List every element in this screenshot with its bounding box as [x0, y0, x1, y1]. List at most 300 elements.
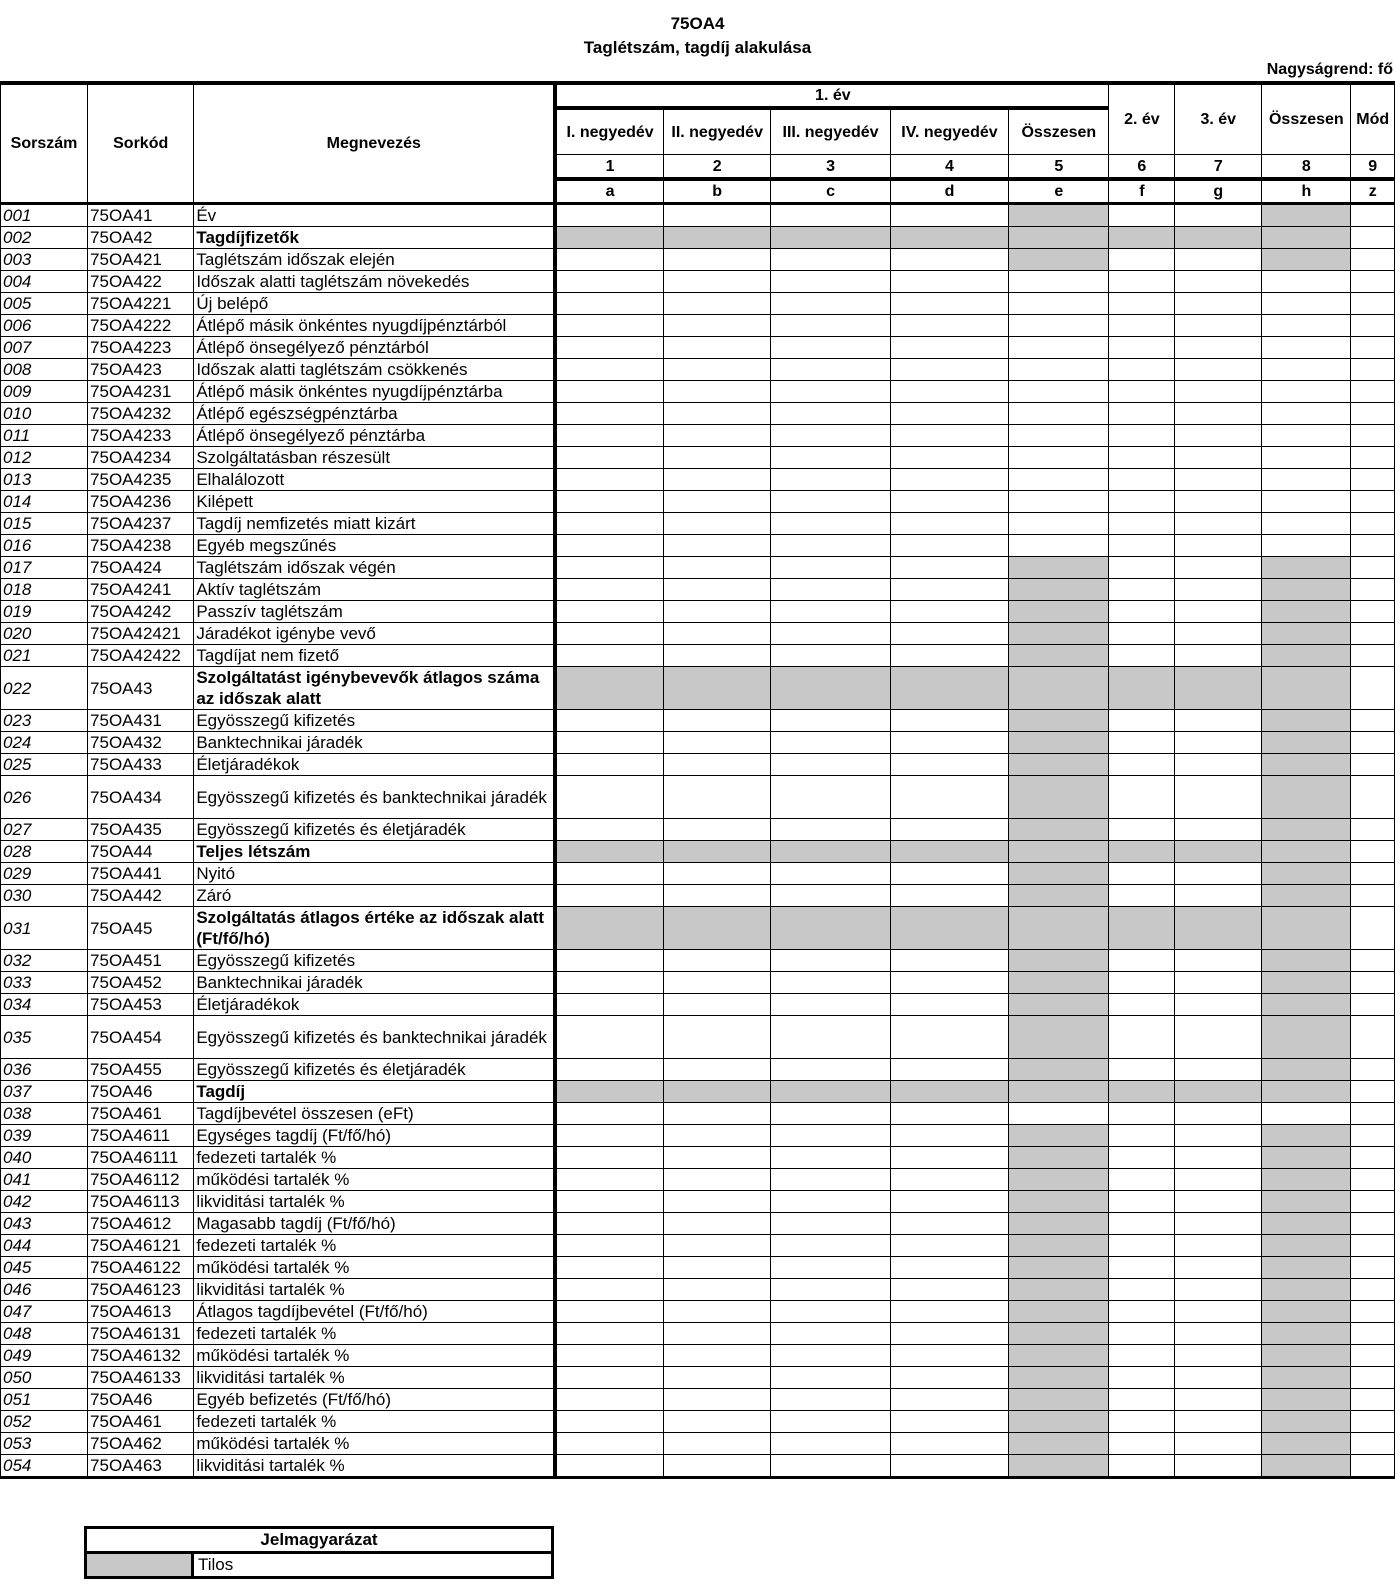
data-cell-col-9[interactable] — [1351, 1191, 1395, 1213]
data-cell-col-5[interactable] — [1009, 491, 1109, 513]
data-cell-col-8[interactable] — [1262, 1103, 1351, 1125]
data-cell-col-4[interactable] — [890, 271, 1008, 293]
data-cell-col-9[interactable] — [1351, 469, 1395, 491]
data-cell-col-1[interactable] — [555, 1125, 663, 1147]
data-cell-col-4[interactable] — [890, 1455, 1008, 1478]
data-cell-col-9[interactable] — [1351, 1147, 1395, 1169]
data-cell-col-2[interactable] — [664, 469, 771, 491]
data-cell-col-6[interactable] — [1109, 1169, 1175, 1191]
data-cell-col-4[interactable] — [890, 579, 1008, 601]
data-cell-col-7[interactable] — [1175, 1169, 1262, 1191]
data-cell-col-3[interactable] — [771, 535, 890, 557]
data-cell-col-3[interactable] — [771, 293, 890, 315]
data-cell-col-7[interactable] — [1175, 513, 1262, 535]
data-cell-col-9[interactable] — [1351, 776, 1395, 819]
data-cell-col-3[interactable] — [771, 447, 890, 469]
data-cell-col-9[interactable] — [1351, 204, 1395, 227]
data-cell-col-6[interactable] — [1109, 1257, 1175, 1279]
data-cell-col-2[interactable] — [664, 249, 771, 271]
data-cell-col-9[interactable] — [1351, 1059, 1395, 1081]
data-cell-col-1[interactable] — [555, 447, 663, 469]
data-cell-col-4[interactable] — [890, 491, 1008, 513]
data-cell-col-4[interactable] — [890, 513, 1008, 535]
data-cell-col-4[interactable] — [890, 425, 1008, 447]
data-cell-col-9[interactable] — [1351, 667, 1395, 710]
data-cell-col-9[interactable] — [1351, 337, 1395, 359]
data-cell-col-3[interactable] — [771, 491, 890, 513]
data-cell-col-7[interactable] — [1175, 1125, 1262, 1147]
data-cell-col-6[interactable] — [1109, 1433, 1175, 1455]
data-cell-col-3[interactable] — [771, 271, 890, 293]
data-cell-col-3[interactable] — [771, 1257, 890, 1279]
data-cell-col-3[interactable] — [771, 557, 890, 579]
data-cell-col-9[interactable] — [1351, 1257, 1395, 1279]
data-cell-col-5[interactable] — [1009, 403, 1109, 425]
data-cell-col-3[interactable] — [771, 994, 890, 1016]
data-cell-col-9[interactable] — [1351, 1279, 1395, 1301]
data-cell-col-7[interactable] — [1175, 1016, 1262, 1059]
data-cell-col-3[interactable] — [771, 1279, 890, 1301]
data-cell-col-3[interactable] — [771, 315, 890, 337]
data-cell-col-1[interactable] — [555, 645, 663, 667]
data-cell-col-9[interactable] — [1351, 1016, 1395, 1059]
data-cell-col-7[interactable] — [1175, 819, 1262, 841]
data-cell-col-9[interactable] — [1351, 623, 1395, 645]
data-cell-col-1[interactable] — [555, 1147, 663, 1169]
data-cell-col-2[interactable] — [664, 513, 771, 535]
data-cell-col-2[interactable] — [664, 972, 771, 994]
data-cell-col-8[interactable] — [1262, 535, 1351, 557]
data-cell-col-7[interactable] — [1175, 1455, 1262, 1478]
data-cell-col-6[interactable] — [1109, 1147, 1175, 1169]
data-cell-col-2[interactable] — [664, 994, 771, 1016]
data-cell-col-6[interactable] — [1109, 623, 1175, 645]
data-cell-col-7[interactable] — [1175, 972, 1262, 994]
data-cell-col-2[interactable] — [664, 1367, 771, 1389]
data-cell-col-1[interactable] — [555, 491, 663, 513]
data-cell-col-4[interactable] — [890, 601, 1008, 623]
data-cell-col-3[interactable] — [771, 513, 890, 535]
data-cell-col-9[interactable] — [1351, 249, 1395, 271]
data-cell-col-9[interactable] — [1351, 1345, 1395, 1367]
data-cell-col-2[interactable] — [664, 645, 771, 667]
data-cell-col-6[interactable] — [1109, 863, 1175, 885]
data-cell-col-7[interactable] — [1175, 337, 1262, 359]
data-cell-col-7[interactable] — [1175, 950, 1262, 972]
data-cell-col-7[interactable] — [1175, 623, 1262, 645]
data-cell-col-2[interactable] — [664, 819, 771, 841]
data-cell-col-1[interactable] — [555, 1169, 663, 1191]
data-cell-col-1[interactable] — [555, 1235, 663, 1257]
data-cell-col-4[interactable] — [890, 1301, 1008, 1323]
data-cell-col-9[interactable] — [1351, 601, 1395, 623]
data-cell-col-2[interactable] — [664, 754, 771, 776]
data-cell-col-9[interactable] — [1351, 1213, 1395, 1235]
data-cell-col-7[interactable] — [1175, 359, 1262, 381]
data-cell-col-1[interactable] — [555, 535, 663, 557]
data-cell-col-6[interactable] — [1109, 293, 1175, 315]
data-cell-col-2[interactable] — [664, 293, 771, 315]
data-cell-col-2[interactable] — [664, 1147, 771, 1169]
data-cell-col-9[interactable] — [1351, 557, 1395, 579]
data-cell-col-6[interactable] — [1109, 1125, 1175, 1147]
data-cell-col-9[interactable] — [1351, 535, 1395, 557]
data-cell-col-1[interactable] — [555, 381, 663, 403]
data-cell-col-7[interactable] — [1175, 1103, 1262, 1125]
data-cell-col-1[interactable] — [555, 271, 663, 293]
data-cell-col-5[interactable] — [1009, 469, 1109, 491]
data-cell-col-7[interactable] — [1175, 271, 1262, 293]
data-cell-col-2[interactable] — [664, 1279, 771, 1301]
data-cell-col-7[interactable] — [1175, 754, 1262, 776]
data-cell-col-1[interactable] — [555, 819, 663, 841]
data-cell-col-4[interactable] — [890, 710, 1008, 732]
data-cell-col-1[interactable] — [555, 1433, 663, 1455]
data-cell-col-4[interactable] — [890, 1411, 1008, 1433]
data-cell-col-6[interactable] — [1109, 645, 1175, 667]
data-cell-col-1[interactable] — [555, 1279, 663, 1301]
data-cell-col-9[interactable] — [1351, 359, 1395, 381]
data-cell-col-2[interactable] — [664, 776, 771, 819]
data-cell-col-7[interactable] — [1175, 204, 1262, 227]
data-cell-col-1[interactable] — [555, 885, 663, 907]
data-cell-col-7[interactable] — [1175, 776, 1262, 819]
data-cell-col-2[interactable] — [664, 1455, 771, 1478]
data-cell-col-4[interactable] — [890, 1125, 1008, 1147]
data-cell-col-4[interactable] — [890, 1323, 1008, 1345]
data-cell-col-2[interactable] — [664, 1235, 771, 1257]
data-cell-col-6[interactable] — [1109, 381, 1175, 403]
data-cell-col-1[interactable] — [555, 513, 663, 535]
data-cell-col-3[interactable] — [771, 1169, 890, 1191]
data-cell-col-1[interactable] — [555, 557, 663, 579]
data-cell-col-3[interactable] — [771, 1411, 890, 1433]
data-cell-col-3[interactable] — [771, 1367, 890, 1389]
data-cell-col-5[interactable] — [1009, 535, 1109, 557]
data-cell-col-2[interactable] — [664, 204, 771, 227]
data-cell-col-4[interactable] — [890, 1279, 1008, 1301]
data-cell-col-3[interactable] — [771, 1191, 890, 1213]
data-cell-col-3[interactable] — [771, 337, 890, 359]
data-cell-col-3[interactable] — [771, 754, 890, 776]
data-cell-col-7[interactable] — [1175, 1213, 1262, 1235]
data-cell-col-2[interactable] — [664, 1213, 771, 1235]
data-cell-col-7[interactable] — [1175, 1411, 1262, 1433]
data-cell-col-9[interactable] — [1351, 972, 1395, 994]
data-cell-col-4[interactable] — [890, 1103, 1008, 1125]
data-cell-col-7[interactable] — [1175, 535, 1262, 557]
data-cell-col-6[interactable] — [1109, 337, 1175, 359]
data-cell-col-2[interactable] — [664, 425, 771, 447]
data-cell-col-9[interactable] — [1351, 227, 1395, 249]
data-cell-col-3[interactable] — [771, 359, 890, 381]
data-cell-col-7[interactable] — [1175, 1257, 1262, 1279]
data-cell-col-1[interactable] — [555, 469, 663, 491]
data-cell-col-3[interactable] — [771, 885, 890, 907]
data-cell-col-9[interactable] — [1351, 819, 1395, 841]
data-cell-col-9[interactable] — [1351, 841, 1395, 863]
data-cell-col-3[interactable] — [771, 1103, 890, 1125]
data-cell-col-6[interactable] — [1109, 1103, 1175, 1125]
data-cell-col-9[interactable] — [1351, 271, 1395, 293]
data-cell-col-5[interactable] — [1009, 425, 1109, 447]
data-cell-col-1[interactable] — [555, 1323, 663, 1345]
data-cell-col-7[interactable] — [1175, 732, 1262, 754]
data-cell-col-1[interactable] — [555, 710, 663, 732]
data-cell-col-4[interactable] — [890, 381, 1008, 403]
data-cell-col-2[interactable] — [664, 1411, 771, 1433]
data-cell-col-7[interactable] — [1175, 469, 1262, 491]
data-cell-col-1[interactable] — [555, 601, 663, 623]
data-cell-col-9[interactable] — [1351, 513, 1395, 535]
data-cell-col-5[interactable] — [1009, 315, 1109, 337]
data-cell-col-9[interactable] — [1351, 885, 1395, 907]
data-cell-col-4[interactable] — [890, 1389, 1008, 1411]
data-cell-col-9[interactable] — [1351, 1389, 1395, 1411]
data-cell-col-6[interactable] — [1109, 994, 1175, 1016]
data-cell-col-2[interactable] — [664, 1169, 771, 1191]
data-cell-col-4[interactable] — [890, 623, 1008, 645]
data-cell-col-6[interactable] — [1109, 535, 1175, 557]
data-cell-col-9[interactable] — [1351, 994, 1395, 1016]
data-cell-col-2[interactable] — [664, 1257, 771, 1279]
data-cell-col-6[interactable] — [1109, 1213, 1175, 1235]
data-cell-col-1[interactable] — [555, 1059, 663, 1081]
data-cell-col-1[interactable] — [555, 754, 663, 776]
data-cell-col-4[interactable] — [890, 447, 1008, 469]
data-cell-col-3[interactable] — [771, 732, 890, 754]
data-cell-col-3[interactable] — [771, 1125, 890, 1147]
data-cell-col-7[interactable] — [1175, 1191, 1262, 1213]
data-cell-col-8[interactable] — [1262, 271, 1351, 293]
data-cell-col-4[interactable] — [890, 819, 1008, 841]
data-cell-col-2[interactable] — [664, 557, 771, 579]
data-cell-col-2[interactable] — [664, 710, 771, 732]
data-cell-col-7[interactable] — [1175, 1323, 1262, 1345]
data-cell-col-6[interactable] — [1109, 710, 1175, 732]
data-cell-col-1[interactable] — [555, 623, 663, 645]
data-cell-col-4[interactable] — [890, 293, 1008, 315]
data-cell-col-2[interactable] — [664, 885, 771, 907]
data-cell-col-5[interactable] — [1009, 359, 1109, 381]
data-cell-col-2[interactable] — [664, 601, 771, 623]
data-cell-col-8[interactable] — [1262, 293, 1351, 315]
data-cell-col-4[interactable] — [890, 249, 1008, 271]
data-cell-col-2[interactable] — [664, 1125, 771, 1147]
data-cell-col-1[interactable] — [555, 293, 663, 315]
data-cell-col-4[interactable] — [890, 535, 1008, 557]
data-cell-col-6[interactable] — [1109, 249, 1175, 271]
data-cell-col-7[interactable] — [1175, 994, 1262, 1016]
data-cell-col-1[interactable] — [555, 863, 663, 885]
data-cell-col-1[interactable] — [555, 1103, 663, 1125]
data-cell-col-6[interactable] — [1109, 469, 1175, 491]
data-cell-col-6[interactable] — [1109, 1345, 1175, 1367]
data-cell-col-1[interactable] — [555, 1345, 663, 1367]
data-cell-col-7[interactable] — [1175, 1147, 1262, 1169]
data-cell-col-1[interactable] — [555, 249, 663, 271]
data-cell-col-7[interactable] — [1175, 1389, 1262, 1411]
data-cell-col-8[interactable] — [1262, 403, 1351, 425]
data-cell-col-6[interactable] — [1109, 557, 1175, 579]
data-cell-col-6[interactable] — [1109, 819, 1175, 841]
data-cell-col-3[interactable] — [771, 623, 890, 645]
data-cell-col-9[interactable] — [1351, 950, 1395, 972]
data-cell-col-2[interactable] — [664, 950, 771, 972]
data-cell-col-2[interactable] — [664, 1016, 771, 1059]
data-cell-col-4[interactable] — [890, 1433, 1008, 1455]
data-cell-col-4[interactable] — [890, 776, 1008, 819]
data-cell-col-4[interactable] — [890, 1016, 1008, 1059]
data-cell-col-9[interactable] — [1351, 754, 1395, 776]
data-cell-col-6[interactable] — [1109, 601, 1175, 623]
data-cell-col-8[interactable] — [1262, 513, 1351, 535]
data-cell-col-4[interactable] — [890, 359, 1008, 381]
data-cell-col-1[interactable] — [555, 359, 663, 381]
data-cell-col-5[interactable] — [1009, 381, 1109, 403]
data-cell-col-4[interactable] — [890, 885, 1008, 907]
data-cell-col-9[interactable] — [1351, 579, 1395, 601]
data-cell-col-3[interactable] — [771, 1059, 890, 1081]
data-cell-col-4[interactable] — [890, 1367, 1008, 1389]
data-cell-col-1[interactable] — [555, 1016, 663, 1059]
data-cell-col-7[interactable] — [1175, 1301, 1262, 1323]
data-cell-col-8[interactable] — [1262, 491, 1351, 513]
data-cell-col-6[interactable] — [1109, 403, 1175, 425]
data-cell-col-2[interactable] — [664, 1301, 771, 1323]
data-cell-col-6[interactable] — [1109, 513, 1175, 535]
data-cell-col-7[interactable] — [1175, 315, 1262, 337]
data-cell-col-5[interactable] — [1009, 513, 1109, 535]
data-cell-col-8[interactable] — [1262, 381, 1351, 403]
data-cell-col-4[interactable] — [890, 1345, 1008, 1367]
data-cell-col-3[interactable] — [771, 950, 890, 972]
data-cell-col-7[interactable] — [1175, 601, 1262, 623]
data-cell-col-6[interactable] — [1109, 1191, 1175, 1213]
data-cell-col-9[interactable] — [1351, 645, 1395, 667]
data-cell-col-6[interactable] — [1109, 425, 1175, 447]
data-cell-col-6[interactable] — [1109, 1389, 1175, 1411]
data-cell-col-9[interactable] — [1351, 425, 1395, 447]
data-cell-col-7[interactable] — [1175, 293, 1262, 315]
data-cell-col-1[interactable] — [555, 337, 663, 359]
data-cell-col-9[interactable] — [1351, 1367, 1395, 1389]
data-cell-col-1[interactable] — [555, 1411, 663, 1433]
data-cell-col-4[interactable] — [890, 1235, 1008, 1257]
data-cell-col-9[interactable] — [1351, 1103, 1395, 1125]
data-cell-col-5[interactable] — [1009, 1103, 1109, 1125]
data-cell-col-3[interactable] — [771, 469, 890, 491]
data-cell-col-6[interactable] — [1109, 1059, 1175, 1081]
data-cell-col-2[interactable] — [664, 1345, 771, 1367]
data-cell-col-4[interactable] — [890, 863, 1008, 885]
data-cell-col-4[interactable] — [890, 1191, 1008, 1213]
data-cell-col-3[interactable] — [771, 204, 890, 227]
data-cell-col-4[interactable] — [890, 1059, 1008, 1081]
data-cell-col-1[interactable] — [555, 579, 663, 601]
data-cell-col-9[interactable] — [1351, 1081, 1395, 1103]
data-cell-col-6[interactable] — [1109, 950, 1175, 972]
data-cell-col-7[interactable] — [1175, 491, 1262, 513]
data-cell-col-1[interactable] — [555, 994, 663, 1016]
data-cell-col-7[interactable] — [1175, 1279, 1262, 1301]
data-cell-col-7[interactable] — [1175, 579, 1262, 601]
data-cell-col-2[interactable] — [664, 359, 771, 381]
data-cell-col-9[interactable] — [1351, 1125, 1395, 1147]
data-cell-col-7[interactable] — [1175, 1433, 1262, 1455]
data-cell-col-7[interactable] — [1175, 1059, 1262, 1081]
data-cell-col-3[interactable] — [771, 819, 890, 841]
data-cell-col-4[interactable] — [890, 754, 1008, 776]
data-cell-col-5[interactable] — [1009, 447, 1109, 469]
data-cell-col-7[interactable] — [1175, 645, 1262, 667]
data-cell-col-4[interactable] — [890, 557, 1008, 579]
data-cell-col-2[interactable] — [664, 403, 771, 425]
data-cell-col-7[interactable] — [1175, 425, 1262, 447]
data-cell-col-9[interactable] — [1351, 863, 1395, 885]
data-cell-col-1[interactable] — [555, 1257, 663, 1279]
data-cell-col-8[interactable] — [1262, 469, 1351, 491]
data-cell-col-4[interactable] — [890, 204, 1008, 227]
data-cell-col-6[interactable] — [1109, 732, 1175, 754]
data-cell-col-2[interactable] — [664, 447, 771, 469]
data-cell-col-5[interactable] — [1009, 293, 1109, 315]
data-cell-col-6[interactable] — [1109, 1455, 1175, 1478]
data-cell-col-1[interactable] — [555, 425, 663, 447]
data-cell-col-2[interactable] — [664, 1389, 771, 1411]
data-cell-col-9[interactable] — [1351, 1455, 1395, 1478]
data-cell-col-4[interactable] — [890, 732, 1008, 754]
data-cell-col-1[interactable] — [555, 315, 663, 337]
data-cell-col-1[interactable] — [555, 1191, 663, 1213]
data-cell-col-2[interactable] — [664, 863, 771, 885]
data-cell-col-9[interactable] — [1351, 381, 1395, 403]
data-cell-col-1[interactable] — [555, 950, 663, 972]
data-cell-col-9[interactable] — [1351, 315, 1395, 337]
data-cell-col-3[interactable] — [771, 249, 890, 271]
data-cell-col-9[interactable] — [1351, 491, 1395, 513]
data-cell-col-6[interactable] — [1109, 754, 1175, 776]
data-cell-col-3[interactable] — [771, 1016, 890, 1059]
data-cell-col-1[interactable] — [555, 403, 663, 425]
data-cell-col-7[interactable] — [1175, 403, 1262, 425]
data-cell-col-3[interactable] — [771, 1389, 890, 1411]
data-cell-col-2[interactable] — [664, 1191, 771, 1213]
data-cell-col-3[interactable] — [771, 645, 890, 667]
data-cell-col-3[interactable] — [771, 1235, 890, 1257]
data-cell-col-6[interactable] — [1109, 1279, 1175, 1301]
data-cell-col-3[interactable] — [771, 601, 890, 623]
data-cell-col-4[interactable] — [890, 972, 1008, 994]
data-cell-col-9[interactable] — [1351, 447, 1395, 469]
data-cell-col-7[interactable] — [1175, 381, 1262, 403]
data-cell-col-3[interactable] — [771, 1455, 890, 1478]
data-cell-col-6[interactable] — [1109, 359, 1175, 381]
data-cell-col-6[interactable] — [1109, 271, 1175, 293]
data-cell-col-4[interactable] — [890, 1169, 1008, 1191]
data-cell-col-2[interactable] — [664, 623, 771, 645]
data-cell-col-9[interactable] — [1351, 1301, 1395, 1323]
data-cell-col-6[interactable] — [1109, 491, 1175, 513]
data-cell-col-4[interactable] — [890, 950, 1008, 972]
data-cell-col-4[interactable] — [890, 645, 1008, 667]
data-cell-col-7[interactable] — [1175, 1345, 1262, 1367]
data-cell-col-8[interactable] — [1262, 315, 1351, 337]
data-cell-col-6[interactable] — [1109, 885, 1175, 907]
data-cell-col-8[interactable] — [1262, 447, 1351, 469]
data-cell-col-3[interactable] — [771, 1213, 890, 1235]
data-cell-col-1[interactable] — [555, 1389, 663, 1411]
